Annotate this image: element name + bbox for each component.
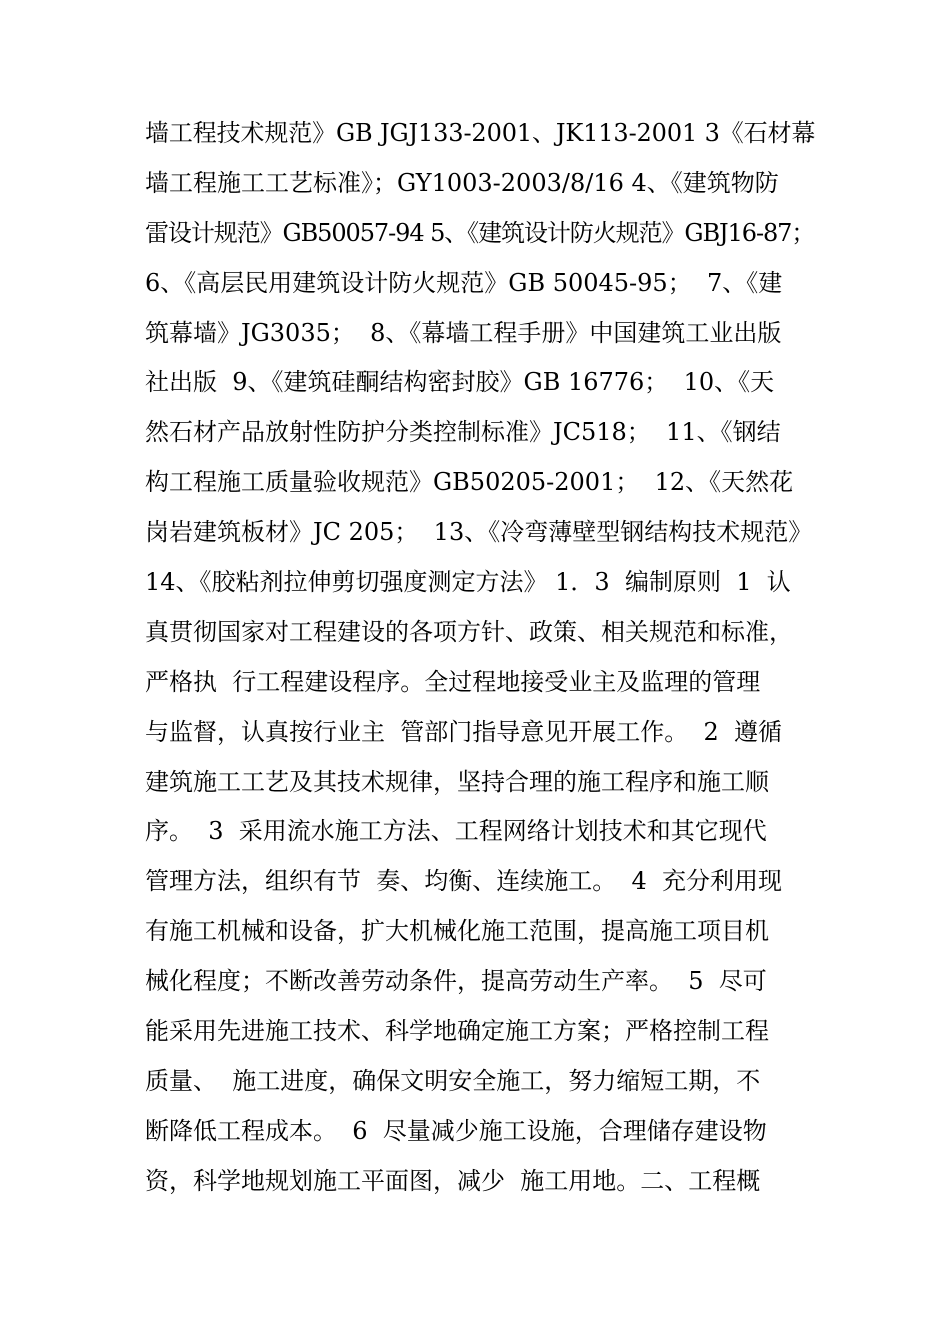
text-line: 建筑施工工艺及其技术规律，坚持合理的施工程序和施工顺 — [145, 767, 769, 796]
text-line: 岗岩建筑板材》JC 205； 13、《冷弯薄壁型钢结构技术规范》 — [145, 518, 813, 547]
text-line: 6、《高层民用建筑设计防火规范》GB 50045-95； 7、《建 — [145, 268, 783, 297]
text-line: 断降低工程成本。 6 尽量减少施工设施，合理储存建设物 — [145, 1116, 767, 1145]
text-line: 械化程度；不断改善劳动条件，提高劳动生产率。 5 尽可 — [145, 967, 767, 996]
text-line: 质量、 施工进度，确保文明安全施工，努力缩短工期，不 — [145, 1066, 761, 1095]
text-line: 然石材产品放射性防护分类控制标准》JC518； 11、《钢结 — [145, 418, 781, 447]
text-line: 雷设计规范》GB50057-94 5、《建筑设计防火规范》GBJ16-87； — [145, 218, 815, 247]
text-line: 能采用先进施工技术、科学地确定施工方案；严格控制工程 — [145, 1017, 769, 1046]
text-line: 筑幕墙》JG3035； 8、《幕墙工程手册》中国建筑工业出版 — [145, 318, 782, 347]
text-line: 有施工机械和设备，扩大机械化施工范围，提高施工项目机 — [145, 917, 769, 946]
text-line: 构工程施工质量验收规范》GB50205-2001； 12、《天然花 — [145, 468, 794, 497]
text-line: 管理方法，组织有节 奏、均衡、连续施工。 4 充分利用现 — [145, 867, 783, 896]
text-line: 14、《胶粘剂拉伸剪切强度测定方法》 1．3 编制原则 1 认 — [145, 568, 791, 597]
text-line: 序。 3 采用流水施工方法、工程网络计划技术和其它现代 — [145, 817, 767, 846]
text-line: 社出版 9、《建筑硅酮结构密封胶》GB 16776； 10、《天 — [145, 368, 775, 397]
text-line: 真贯彻国家对工程建设的各项方针、政策、相关规范和标准， — [145, 617, 793, 646]
text-line: 墙工程施工工艺标准》；GY1003-2003/8/16 4、《建筑物防 — [145, 168, 779, 197]
body-text — [145, 112, 815, 1210]
text-line: 与监督，认真按行业主 管部门指导意见开展工作。 2 遵循 — [145, 717, 783, 746]
text-line: 资，科学地规划施工平面图，减少 施工用地。二、工程概 — [145, 1166, 761, 1195]
text-line: 墙工程技术规范》GB JGJ133-2001、JK113-2001 3《石材幕 — [145, 119, 815, 147]
text-line: 严格执 行工程建设程序。全过程地接受业主及监理的管理 — [145, 667, 761, 696]
